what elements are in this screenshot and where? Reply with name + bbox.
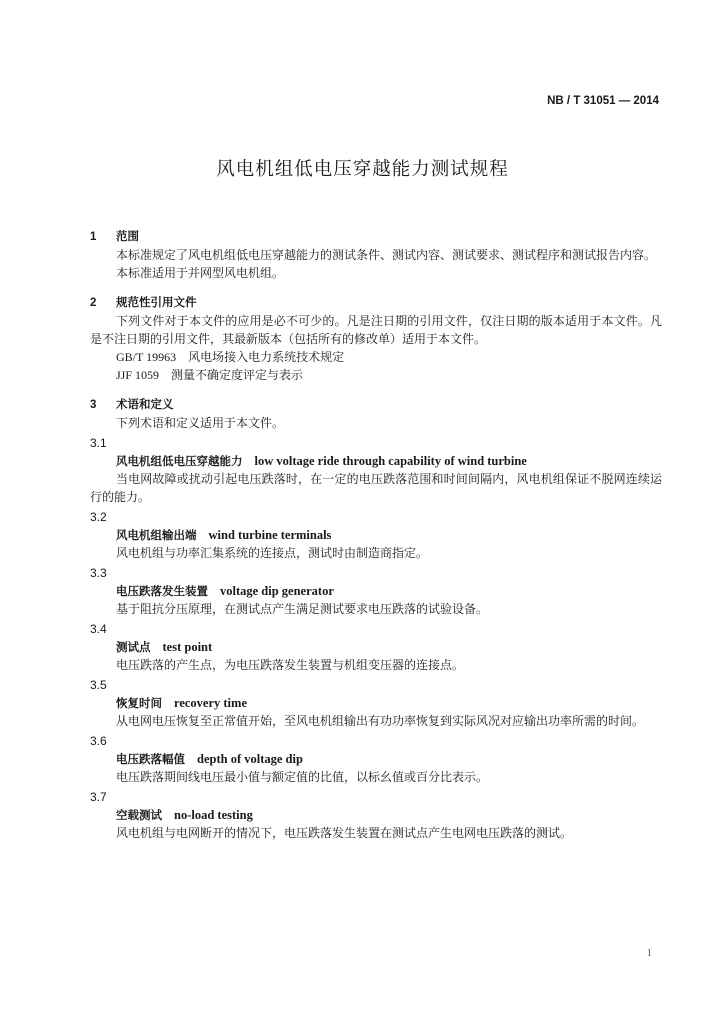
term-name-cn: 空载测试 [116, 808, 162, 822]
reference-item [90, 366, 662, 384]
paragraph: 本标准适用于并网型风电机组。 [116, 266, 285, 280]
term-name [90, 452, 662, 470]
section-number: 2 [90, 297, 97, 309]
term-name-cn: 风电机组输出端 [116, 528, 197, 542]
term-name [90, 750, 662, 768]
reference-title: 测量不确定度评定与表示 [171, 368, 304, 382]
term-definition: 当电网故障或扰动引起电压跌落时，在一定的电压跌落范围和时间间隔内，风电机组保证不脱网连续运行的能力。 [90, 472, 662, 504]
reference-code: JJF 1059 [116, 368, 160, 382]
section-number: 3 [90, 399, 97, 411]
document-body [90, 226, 662, 842]
term-definition: 风电机组与功率汇集系统的连接点，测试时由制造商指定。 [116, 546, 429, 560]
term-name-en: low voltage ride through capability of wind turbine [254, 454, 527, 468]
term-name-en: depth of voltage dip [197, 752, 303, 766]
document-title: 风电机组低电压穿越能力测试规程 [216, 159, 509, 180]
section-number: 1 [90, 231, 97, 243]
term-name [90, 806, 662, 824]
reference-code: GB/T 19963 [116, 350, 177, 364]
term-definition: 电压跌落的产生点，为电压跌落发生装置与机组变压器的连接点。 [116, 658, 465, 672]
section-title: 规范性引用文件 [116, 295, 197, 309]
term-definition: 风电机组与电网断开的情况下，电压跌落发生装置在测试点产生电网电压跌落的测试。 [116, 826, 573, 840]
section-heading-terms [90, 394, 662, 414]
reference-title: 风电场接入电力系统技术规定 [188, 350, 345, 364]
term-name-cn: 电压跌落发生装置 [116, 584, 208, 598]
term-number: 3.3 [90, 566, 107, 580]
term-definition: 从电网电压恢复至正常值开始，至风电机组输出有功功率恢复到实际风况对应输出功率所需的时间。 [116, 714, 645, 728]
section-title: 范围 [116, 229, 139, 243]
section-title: 术语和定义 [116, 397, 174, 411]
paragraph: 下列术语和定义适用于本文件。 [116, 416, 285, 430]
page-number: 1 [646, 947, 652, 959]
term-name-cn: 恢复时间 [116, 696, 162, 710]
term-name-cn: 电压跌落幅值 [116, 752, 185, 766]
standard-number: NB / T 31051 — 2014 [547, 95, 659, 107]
term-name [90, 638, 662, 656]
paragraph: 本标准规定了风电机组低电压穿越能力的测试条件、测试内容、测试要求、测试程序和测试报告内容。 [116, 248, 657, 262]
term-name-cn: 测试点 [116, 640, 151, 654]
term-definition: 电压跌落期间线电压最小值与额定值的比值，以标幺值或百分比表示。 [116, 770, 489, 784]
paragraph: 下列文件对于本文件的应用是必不可少的。凡是注日期的引用文件，仅注日期的版本适用于本文件。凡是不注日期的引用文件，其最新版本（包括所有的修改单）适用于本文件。 [90, 314, 662, 346]
term-name-en: wind turbine terminals [208, 528, 332, 542]
term-number: 3.2 [90, 510, 107, 524]
term-number: 3.6 [90, 734, 107, 748]
term-name-en: test point [162, 640, 213, 654]
term-number: 3.5 [90, 678, 107, 692]
term-name [90, 526, 662, 544]
term-name-en: voltage dip generator [220, 584, 334, 598]
term-name-cn: 风电机组低电压穿越能力 [116, 454, 243, 468]
term-number: 3.4 [90, 622, 107, 636]
term-name-en: recovery time [174, 696, 247, 710]
reference-item [90, 348, 662, 366]
term-number: 3.7 [90, 790, 107, 804]
term-number: 3.1 [90, 436, 107, 450]
term-name [90, 582, 662, 600]
term-name [90, 694, 662, 712]
term-definition: 基于阻抗分压原理，在测试点产生满足测试要求电压跌落的试验设备。 [116, 602, 489, 616]
term-name-en: no-load testing [174, 808, 253, 822]
section-heading-normative-references [90, 292, 662, 312]
section-heading-scope [90, 226, 662, 246]
